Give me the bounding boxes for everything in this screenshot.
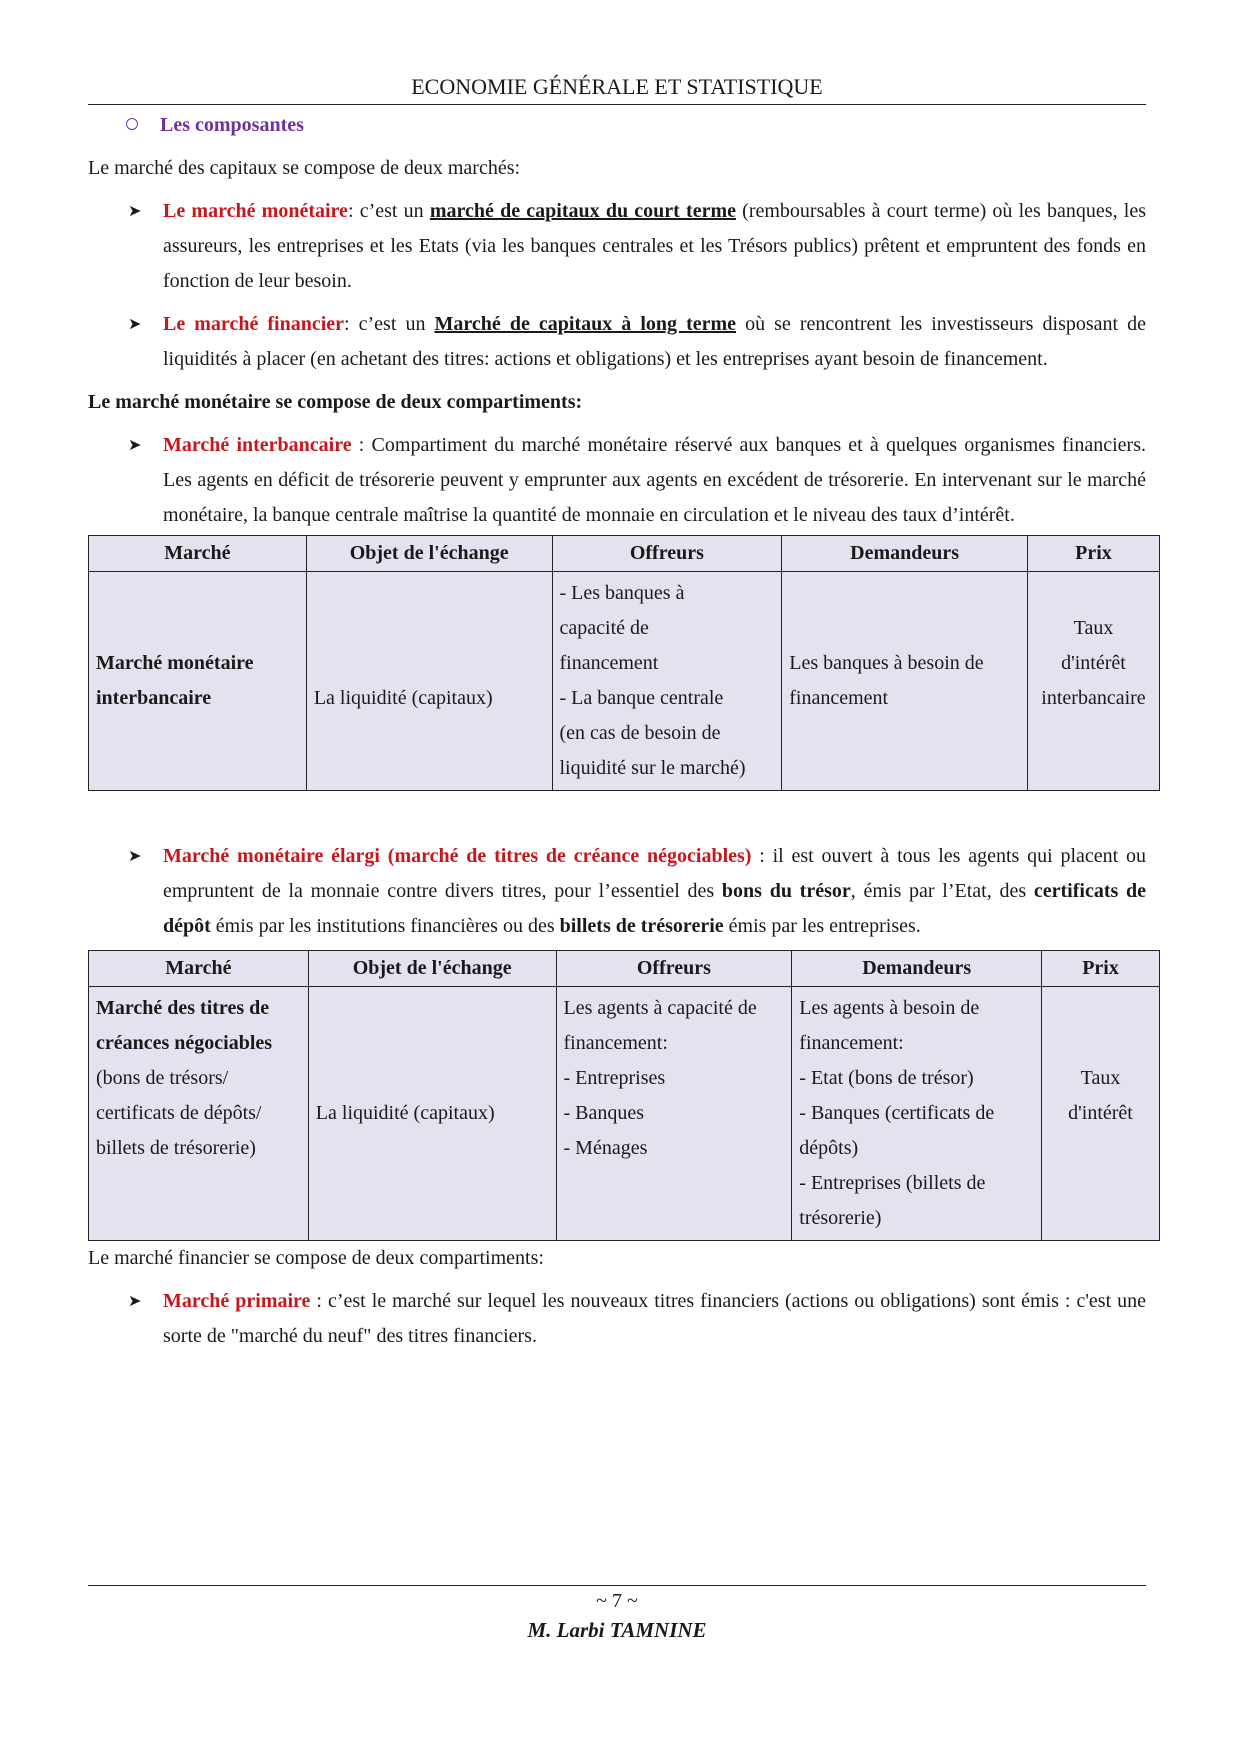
col-header: Offreurs (556, 951, 792, 987)
bold-term: certificats de dépôt (163, 880, 1147, 937)
bullet-financial-market (88, 307, 1146, 377)
bullet-interbank (88, 428, 1146, 533)
table-header-row (89, 536, 1160, 572)
cell-offers (552, 572, 782, 791)
cell-market (89, 987, 309, 1241)
cell-line: financement: (799, 1032, 904, 1054)
col-header: Demandeurs (792, 951, 1042, 987)
financial-heading: Le marché financier se compose de deux compartiments: (88, 1247, 544, 1269)
cell-line: - Banques (563, 1102, 645, 1124)
cell-object (306, 572, 552, 791)
term-enlarged: Marché monétaire élargi (marché de titres de créance négociables) (163, 845, 752, 867)
text-money-market: (remboursables à court terme) où les banques, les assureurs, les entreprises et les Etats (via les banques centrales et les Trésors publics) prêtent et empruntent des fonds en fonction de leur besoin. (163, 200, 1146, 292)
cell-line: (bons de trésors/ (96, 1067, 229, 1089)
bold-term: bons du trésor (721, 880, 851, 902)
cell-line: Les agents à besoin de (799, 997, 980, 1019)
monetary-heading: Le marché monétaire se compose de deux compartiments: (88, 391, 583, 413)
arrow-bullet-icon: ➤ (128, 848, 142, 865)
col-header: Marché (89, 951, 309, 987)
col-header: Objet de l'échange (306, 536, 552, 572)
arrow-bullet-icon: ➤ (128, 1293, 142, 1310)
cell-line: La liquidité (capitaux) (313, 687, 493, 709)
section-heading (88, 108, 1146, 143)
text-sep: : c’est un (347, 200, 430, 222)
bullet-primary (88, 1284, 1146, 1354)
col-header: Demandeurs (782, 536, 1028, 572)
cell-line: Marché des titres de (96, 997, 270, 1019)
table-interbank (88, 535, 1160, 791)
footer-divider (88, 1585, 1146, 1586)
col-header: Marché (89, 536, 307, 572)
circle-bullet-icon (126, 118, 138, 130)
cell-line: trésorerie) (799, 1207, 882, 1229)
text-interbank: : Compartiment du marché monétaire réservé aux banques et à quelques organismes financiers. Les agents en déficit de trésorerie peuvent y emprunter aux agents en excédent de trésorerie. En intervenant sur le marché monétaire, la banque centrale maîtrise la quantité de monnaie en circulation et le niveau des taux d’intérêt. (163, 434, 1146, 526)
term-primary: Marché primaire (163, 1290, 311, 1312)
term-money-market: Le marché monétaire (163, 200, 348, 222)
text-sep: : c’est un (344, 313, 435, 335)
highlight-long-term: Marché de capitaux à long terme (434, 313, 737, 335)
table-negotiable (88, 950, 1160, 1241)
cell-object (308, 987, 556, 1241)
text-primary: : c’est le marché sur lequel les nouveaux titres financiers (actions ou obligations) sont émis : c'est une sorte de "marché du neuf" des titres financiers. (163, 1290, 1147, 1347)
cell-line: d'intérêt (1061, 652, 1126, 674)
arrow-bullet-icon: ➤ (128, 316, 142, 333)
arrow-bullet-icon: ➤ (128, 203, 142, 220)
arrow-bullet-icon: ➤ (128, 437, 142, 454)
table-row (89, 987, 1160, 1241)
bullet-enlarged (88, 839, 1146, 944)
page-content (88, 108, 1146, 1354)
text-financial-market: où se rencontrent les investisseurs disposant de liquidités à placer (en achetant des titres: actions et obligations) et les entreprises ayant besoin de financement. (163, 313, 1147, 370)
cell-line: - Banques (certificats de (799, 1102, 995, 1124)
table-row (89, 572, 1160, 791)
table-header-row (89, 951, 1160, 987)
cell-line: Taux (1080, 1067, 1121, 1089)
cell-line: - Entreprises (billets de (799, 1172, 986, 1194)
cell-price (1027, 572, 1159, 791)
cell-demand (792, 987, 1042, 1241)
cell-line: interbancaire (96, 687, 212, 709)
text-enlarged: , émis par l’Etat, des (850, 880, 1034, 902)
cell-offers (556, 987, 792, 1241)
page-header: ECONOMIE GÉNÉRALE ET STATISTIQUE (88, 74, 1146, 105)
bold-term: billets de trésorerie (559, 915, 724, 937)
cell-line: financement (559, 652, 659, 674)
highlight-short-term: marché de capitaux du court terme (429, 200, 736, 222)
cell-line: dépôts) (799, 1137, 859, 1159)
col-header: Prix (1042, 951, 1160, 987)
cell-line: Les agents à capacité de (563, 997, 757, 1019)
cell-price (1042, 987, 1160, 1241)
cell-line: La liquidité (capitaux) (315, 1102, 495, 1124)
cell-line: Taux (1073, 617, 1114, 639)
cell-line: Marché monétaire (96, 652, 254, 674)
cell-line: financement (789, 687, 889, 709)
text-enlarged: : il est ouvert à tous les agents qui placent ou empruntent de la monnaie contre divers titres, pour l’essentiel des (163, 845, 1146, 902)
cell-line: capacité de (559, 617, 649, 639)
term-interbank: Marché interbancaire (163, 434, 352, 456)
cell-line: - Les banques à (559, 582, 685, 604)
cell-line: d'intérêt (1068, 1102, 1133, 1124)
cell-line: billets de trésorerie) (96, 1137, 256, 1159)
col-header: Objet de l'échange (308, 951, 556, 987)
term-financial-market: Le marché financier (163, 313, 345, 335)
cell-demand (782, 572, 1028, 791)
cell-line: liquidité sur le marché) (559, 757, 746, 779)
col-header: Offreurs (552, 536, 782, 572)
cell-market (89, 572, 307, 791)
text-enlarged: émis par les institutions financières ou des (210, 915, 560, 937)
cell-line: - Entreprises (563, 1067, 666, 1089)
cell-line: - La banque centrale (559, 687, 724, 709)
section-title: Les composantes (160, 114, 304, 136)
cell-line: certificats de dépôts/ (96, 1102, 262, 1124)
author-name: M. Larbi TAMNINE (527, 1618, 707, 1642)
col-header: Prix (1027, 536, 1159, 572)
cell-line: créances négociables (96, 1032, 273, 1054)
cell-line: - Ménages (563, 1137, 648, 1159)
cell-line: financement: (563, 1032, 668, 1054)
bullet-money-market (88, 194, 1146, 299)
intro-text: Le marché des capitaux se compose de deux marchés: (88, 157, 521, 179)
cell-line: Les banques à besoin de (789, 652, 984, 674)
page-number: ~ 7 ~ (596, 1590, 638, 1612)
cell-line: - Etat (bons de trésor) (799, 1067, 974, 1089)
text-enlarged: émis par les entreprises. (723, 915, 921, 937)
cell-line: (en cas de besoin de (559, 722, 721, 744)
cell-line: interbancaire (1041, 687, 1146, 709)
